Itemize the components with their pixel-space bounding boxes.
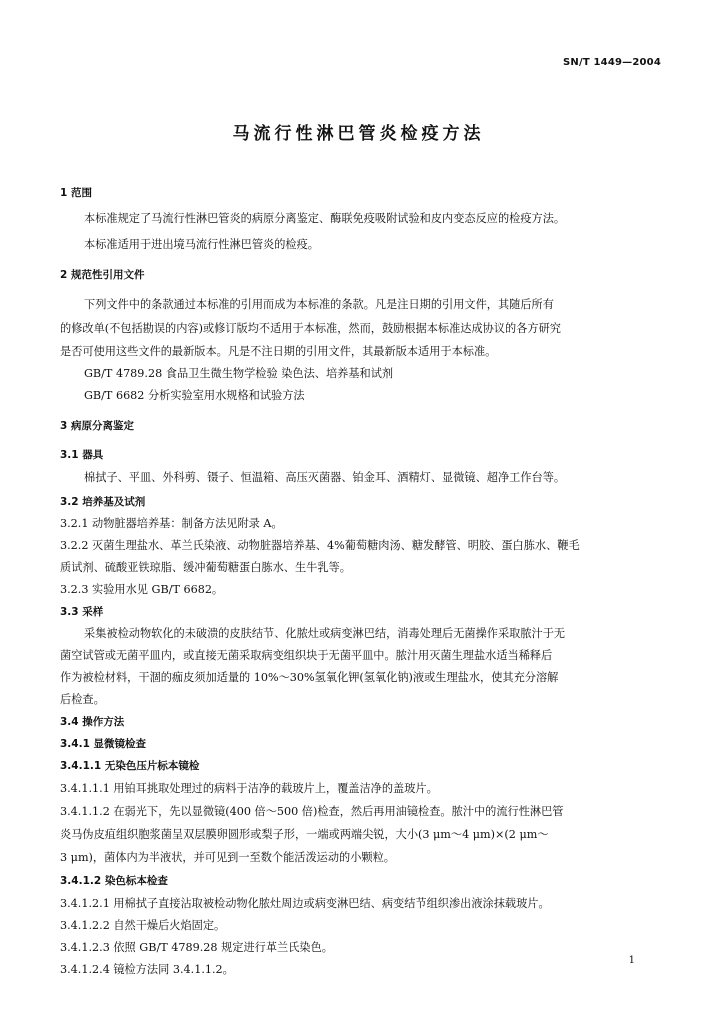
body-text-line: 本标准规定了马流行性淋巴管炎的病原分离鉴定、酶联免疫吸附试验和皮内变态反应的检疫方法。	[84, 212, 566, 225]
body-text-line: 3.4.1.1.1 用铂耳挑取处理过的病料于洁净的载玻片上，覆盖洁净的盖玻片。	[60, 782, 438, 795]
section-heading: 1 范围	[60, 187, 92, 199]
body-text-line: 3.4.1.2.2 自然干燥后火焰固定。	[60, 919, 226, 932]
body-text-line: 的修改单(不包括勘误的内容)或修订版均不适用于本标准，然而，鼓励根据本标准达成协议的各方研究	[60, 322, 561, 335]
body-text-line: GB/T 4789.28 食品卫生微生物学检验 染色法、培养基和试剂	[84, 367, 394, 380]
body-text-line: 3.2.2 灭菌生理盐水、革兰氏染液、动物脏器培养基、4%葡萄糖肉汤、糖发酵管、明胶、蛋白胨水、鞭毛	[60, 539, 580, 552]
section-heading: 2 规范性引用文件	[60, 269, 145, 281]
body-text-line: 本标准适用于进出境马流行性淋巴管炎的检疫。	[84, 238, 319, 251]
body-text-line: 3.4.1.2.3 依照 GB/T 4789.28 规定进行革兰氏染色。	[60, 941, 333, 954]
body-text-line: 3.4.1.1.2 在弱光下，先以显微镜(400 倍～500 倍)检查，然后再用油镜检查。脓汁中的流行性淋巴管	[60, 805, 564, 818]
body-text-line: 后检查。	[60, 693, 105, 706]
standard-number: SN/T 1449—2004	[563, 57, 661, 68]
body-text-line: 是否可使用这些文件的最新版本。凡是不注日期的引用文件，其最新版本适用于本标准。	[60, 345, 497, 358]
page-number: 1	[628, 955, 635, 966]
body-text-line: 炎马伪皮疽组织胞浆菌呈双层膜卵圆形或梨子形，一端或两端尖锐，大小(3 μm～4 μm)×(2 μm～	[60, 828, 549, 841]
section-heading: 3.3 采样	[60, 606, 104, 618]
body-text-line: 质试剂、硫酸亚铁琼脂、缓冲葡萄糖蛋白胨水、生牛乳等。	[60, 561, 351, 574]
section-heading: 3.4.1.2 染色标本检查	[60, 875, 168, 887]
section-heading: 3.4.1.1 无染色压片标本镜检	[60, 760, 200, 772]
section-heading: 3.2 培养基及试剂	[60, 496, 146, 508]
body-text-line: 3.2.1 动物脏器培养基：制备方法见附录 A。	[60, 517, 283, 530]
section-heading: 3 病原分离鉴定	[60, 420, 134, 432]
body-text-line: 棉拭子、平皿、外科剪、镊子、恒温箱、高压灭菌器、铂金耳、酒精灯、显微镜、超净工作台等。	[84, 471, 566, 484]
body-text-line: 3.4.1.2.1 用棉拭子直接沾取被检动物化脓灶周边或病变淋巴结、病变结节组织渗出液涂抹载玻片。	[60, 897, 550, 910]
section-heading: 3.4 操作方法	[60, 716, 125, 728]
body-text-line: 菌空试管或无菌平皿内，或直接无菌采取病变组织块于无菌平皿中。脓汁用灭菌生理盐水适当稀释后	[60, 649, 553, 662]
body-text-line: 下列文件中的条款通过本标准的引用而成为本标准的条款。凡是注日期的引用文件，其随后所有	[84, 298, 554, 311]
body-text-line: 3.4.1.2.4 镜检方法同 3.4.1.1.2。	[60, 963, 234, 976]
document-title: 马流行性淋巴管炎检疫方法	[232, 124, 485, 144]
body-text-line: 采集被检动物软化的未破溃的皮肤结节、化脓灶或病变淋巴结，消毒处理后无菌操作采取脓汁于无	[84, 627, 566, 640]
body-text-line: 3.2.3 实验用水见 GB/T 6682。	[60, 583, 224, 596]
section-heading: 3.1 器具	[60, 449, 104, 461]
section-heading: 3.4.1 显微镜检查	[60, 738, 147, 750]
body-text-line: GB/T 6682 分析实验室用水规格和试验方法	[84, 389, 305, 402]
body-text-line: 3 μm)，菌体内为半液状，并可见到一至数个能活泼运动的小颗粒。	[60, 851, 395, 864]
body-text-line: 作为被检材料，干涸的痂皮须加适量的 10%～30%氢氧化钾(氢氧化钠)液或生理盐水，使其充分溶解	[60, 671, 559, 684]
